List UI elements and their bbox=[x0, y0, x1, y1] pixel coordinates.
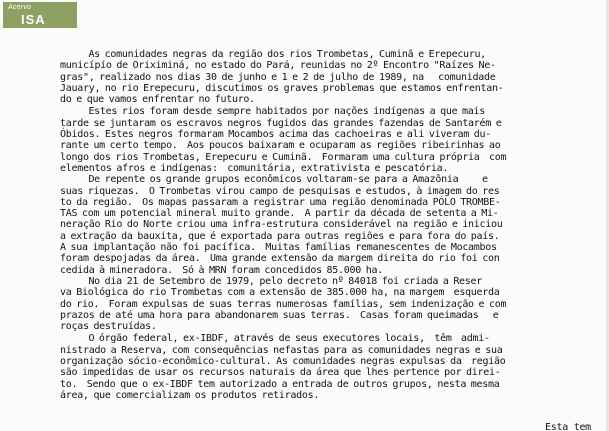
document-line: to da região. Os mapas passaram a registrar uma região denominada PÓLO TROMBE- bbox=[60, 196, 501, 208]
document-line: Estes rios foram desde sempre habitados por nações indígenas a que mais bbox=[60, 106, 486, 118]
cut-off-text-fragment: Esta tem bbox=[545, 422, 591, 431]
document-line: De repente os grande grupos econômicos voltaram-se para a Amazônia e bbox=[60, 174, 488, 186]
document-line: municípío de Oriximiná, no estado do Pará, reunidas no 2º Encontro "Raízes Ne- bbox=[60, 60, 496, 72]
document-line: tarde se juntaram os escravos negros fugidos das grandes fazendas de Santarém e bbox=[60, 117, 502, 129]
document-line: cedida à mineradora. Só à MRN foram concedidos 85.000 ha. bbox=[60, 264, 383, 276]
document-line: No dia 21 de Setembro de 1979, pelo decreto nº 84018 foi criada a Reser bbox=[60, 275, 483, 287]
document-line: área, que comercializam os produtos retirados. bbox=[60, 389, 320, 401]
document-line: Jauary, no rio Erepecuru, discutimos os graves problemas que estamos enfrentan- bbox=[60, 82, 504, 94]
document-line: a extração da bauxita, que é exportada para outras regiões e para fora do país. bbox=[60, 230, 500, 242]
document-line: do e que vamos enfrentar no futuro. bbox=[60, 94, 255, 106]
document-line: TAS com um potencial mineral muito grande. A partir da década de setenta a Mi- bbox=[60, 208, 499, 220]
document-line: prazos de até uma hora para abandonarem suas terras. Casas foram queimadas e bbox=[60, 309, 499, 321]
document-line: va Biológica do rio Trombetas com a extensão de 385.000 ha, na margem esquerda bbox=[60, 287, 500, 299]
document-line: do rio. Foram expulsas de suas terras numerosas famílias, sem indenização e com bbox=[60, 298, 507, 310]
document-line: neração Rio do Norte criou uma infra-estrutura considerável na região e iniciou bbox=[60, 219, 503, 231]
document-line: nistrado a Reserva, com consequências nefastas para as comunidades negras e sua bbox=[60, 344, 503, 356]
document-line: longo dos rios Trombetas, Erepecuru e Cuminã. Formaram uma cultura própria com bbox=[60, 151, 507, 163]
document-line: organização sócio-econômico-cultural. As comunidades negras expulsas da região bbox=[60, 356, 506, 368]
document-line: foram despojadas da área. Uma grande extensão da margem direita do rio foi con bbox=[60, 253, 500, 265]
document-line: elementos afros e indígenas: comunitária, extrativista e pescatória. bbox=[60, 162, 449, 174]
document-text-body bbox=[60, 49, 606, 401]
watermark-bottom-text: ISA bbox=[21, 12, 46, 27]
document-line: A sua implantação não foi pacífica. Muitas famílias remanescentes de Mocambos bbox=[60, 242, 497, 254]
document-line: suas riquezas. O Trombetas virou campo de pesquisas e estudos, à imagem do res bbox=[60, 185, 500, 197]
document-line: to. Sendo que o ex-IBDF tem autorizado a entrada de outros grupos, nesta mesma bbox=[60, 378, 500, 390]
document-line: gras", realizado nos dias 30 de junho e 1 e 2 de julho de 1989, na comunidade bbox=[60, 71, 496, 83]
acervo-isa-watermark-logo bbox=[3, 2, 77, 28]
document-line: As comunidades negras da região dos rios Trombetas, Cuminã e Erepecuru, bbox=[60, 49, 487, 60]
document-line: O órgão federal, ex-IBDF, através de seus executores locais, têm admi- bbox=[60, 333, 490, 345]
document-line: são impedidas de usar os recursos naturais da área que lhes pertence por direi- bbox=[60, 367, 501, 379]
document-line: rante um certo tempo. Aos poucos baixaram e ocuparam as regiões ribeirinhas ao bbox=[60, 140, 501, 152]
watermark-top-text: Acervo bbox=[8, 4, 31, 11]
document-line: Óbidos. Estes negros formaram Mocambos acima das cachoeiras e ali viveram du- bbox=[60, 129, 492, 141]
document-line: roças destruídas. bbox=[60, 321, 157, 333]
